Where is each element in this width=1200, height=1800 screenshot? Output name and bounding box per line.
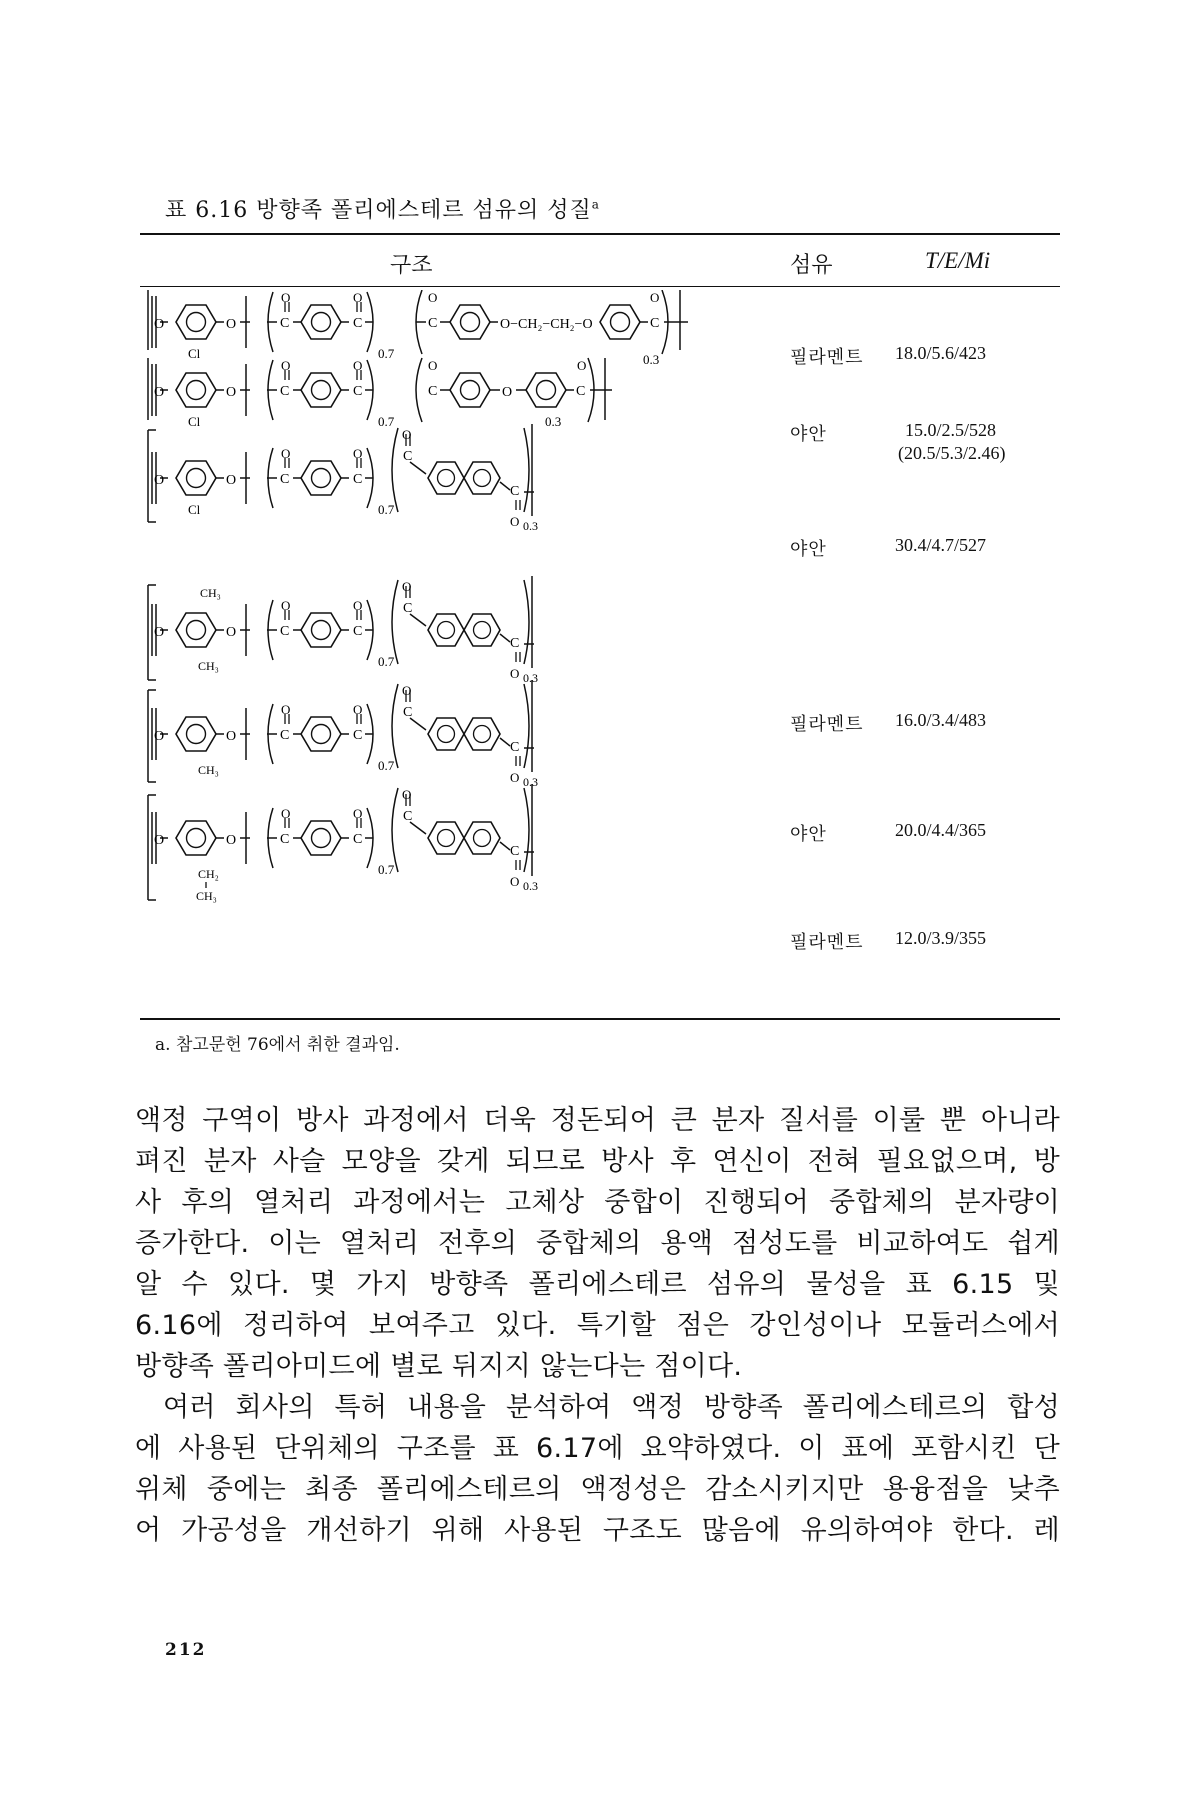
- chem-o: O: [353, 358, 363, 373]
- row-6-fiber: 필라멘트: [790, 932, 864, 952]
- chem-cl: Cl: [188, 502, 201, 517]
- chem-c: C: [403, 449, 413, 464]
- chemical-structures: [140, 290, 780, 1020]
- table-bottom-rule: [140, 1018, 1060, 1020]
- chem-c: C: [576, 384, 586, 399]
- chem-o: O: [402, 427, 412, 442]
- chem-o: O: [154, 385, 165, 400]
- structure-row-3: [148, 424, 538, 533]
- chem-subscript: 0.7: [378, 862, 395, 877]
- chem-cl: Cl: [188, 346, 201, 361]
- table-caption: 표 6.16 방향족 폴리에스테르 섬유의 성질$^a$: [165, 197, 600, 223]
- chem-o: O: [650, 290, 660, 305]
- structure-row-2: [148, 358, 612, 429]
- chem-methyl: CH₃: [200, 586, 221, 600]
- row-2-props-alt: (20.5/5.3/2.46): [898, 443, 1006, 463]
- text-line: 어 가공성을 개선하기 위해 사용된 구조도 많음에 유의하여야 한다. 레: [135, 1515, 1060, 1546]
- chem-c: C: [353, 832, 363, 847]
- structure-row-4: [148, 576, 538, 685]
- chem-c: C: [428, 316, 438, 331]
- chem-c: C: [428, 384, 438, 399]
- row-3-fiber: 야안: [790, 539, 827, 559]
- row-5-props: 20.0/4.4/365: [895, 820, 987, 840]
- chem-subscript: 0.7: [378, 758, 395, 773]
- chem-subscript: 0.7: [378, 654, 395, 669]
- chem-o: O: [353, 290, 363, 305]
- chem-o: O: [428, 358, 438, 373]
- row-4-props: 16.0/3.4/483: [895, 710, 987, 730]
- body-paragraph-1: [135, 1100, 1060, 1387]
- chem-o: O: [281, 702, 291, 717]
- chem-linker: O−CH₂−CH₂−O: [500, 317, 593, 332]
- caption-footnote-mark: a: [591, 197, 600, 212]
- body-paragraph-2: [135, 1387, 1060, 1551]
- header-structure: 구조: [390, 253, 433, 278]
- chem-methyl: CH₃: [198, 763, 219, 777]
- structure-row-5: [148, 680, 538, 789]
- chem-o: O: [510, 514, 520, 529]
- text-line: 6.16에 정리하여 보여주고 있다. 특기할 점은 강인성이나 모듈러스에서: [135, 1310, 1060, 1341]
- chem-c: C: [353, 472, 363, 487]
- chem-subscript: 0.3: [523, 879, 538, 893]
- chem-o: O: [154, 625, 165, 640]
- header-fiber: 섬유: [790, 253, 833, 278]
- chem-o: O: [510, 666, 520, 681]
- chem-o: O: [281, 446, 291, 461]
- text-line: 위체 중에는 최종 폴리에스테르의 액정성은 감소시키지만 용융점을 낮추: [135, 1474, 1060, 1505]
- chem-subscript: 0.3: [523, 671, 538, 685]
- row-4-fiber: 필라멘트: [790, 714, 864, 734]
- chem-c: C: [280, 384, 290, 399]
- chem-c: C: [650, 316, 660, 331]
- text-line: 증가한다. 이는 열처리 전후의 중합체의 용액 점성도를 비교하여도 쉽게: [135, 1228, 1060, 1259]
- table-footnote: a. 참고문헌 76에서 취한 결과임.: [155, 1035, 400, 1055]
- chem-o: O: [428, 290, 438, 305]
- chem-c: C: [280, 316, 290, 331]
- chem-subscript: 0.7: [378, 414, 395, 429]
- chem-c: C: [280, 728, 290, 743]
- chem-o: O: [226, 625, 237, 640]
- chem-c: C: [510, 484, 520, 499]
- chem-o: O: [154, 317, 165, 332]
- chem-c: C: [403, 705, 413, 720]
- chem-c: C: [510, 636, 520, 651]
- table-header-rule: [140, 286, 1060, 287]
- chem-c: C: [353, 728, 363, 743]
- chem-methyl: CH₃: [198, 659, 219, 673]
- chem-o: O: [226, 729, 237, 744]
- chem-c: C: [403, 809, 413, 824]
- chem-c: C: [510, 740, 520, 755]
- text-line: 액정 구역이 방사 과정에서 더욱 정돈되어 큰 분자 질서를 이룰 뿐 아니라: [135, 1105, 1060, 1136]
- chem-c: C: [280, 472, 290, 487]
- chem-o: O: [281, 358, 291, 373]
- chem-cl: Cl: [188, 414, 201, 429]
- chem-o: O: [281, 598, 291, 613]
- chem-o: O: [502, 385, 513, 400]
- structure-row-6: [148, 784, 538, 903]
- chem-subscript: 0.7: [378, 502, 395, 517]
- chem-o: O: [510, 770, 520, 785]
- row-3-props: 30.4/4.7/527: [895, 535, 987, 555]
- chem-methylene: CH₂: [198, 867, 219, 881]
- chem-c: C: [403, 601, 413, 616]
- row-1-fiber: 필라멘트: [790, 347, 864, 367]
- chem-o: O: [353, 598, 363, 613]
- chem-o: O: [577, 358, 587, 373]
- chem-c: C: [510, 844, 520, 859]
- row-1-props: 18.0/5.6/423: [895, 343, 987, 363]
- text-line: 알 수 있다. 몇 가지 방향족 폴리에스테르 섬유의 물성을 표 6.15 및: [135, 1269, 1060, 1300]
- chem-o: O: [402, 787, 412, 802]
- row-5-fiber: 야안: [790, 824, 827, 844]
- chem-o: O: [510, 874, 520, 889]
- text-line: 에 사용된 단위체의 구조를 표 6.17에 요약하였다. 이 표에 포함시킨 단: [135, 1433, 1060, 1464]
- chem-methyl: CH₃: [196, 889, 217, 903]
- text-line: 펴진 분자 사슬 모양을 갖게 되므로 방사 후 연신이 전혀 필요없으며, 방: [135, 1146, 1060, 1177]
- chem-o: O: [154, 729, 165, 744]
- chem-subscript: 0.3: [523, 775, 538, 789]
- chem-o: O: [226, 317, 237, 332]
- chem-subscript: 0.3: [545, 414, 562, 429]
- chem-o: O: [154, 833, 165, 848]
- row-2-fiber: 야안: [790, 424, 827, 444]
- chem-c: C: [353, 384, 363, 399]
- chem-o: O: [353, 446, 363, 461]
- row-6-props: 12.0/3.9/355: [895, 928, 987, 948]
- chem-c: C: [353, 316, 363, 331]
- chem-c: C: [280, 624, 290, 639]
- chem-o: O: [226, 385, 237, 400]
- page-number: 212: [165, 1640, 207, 1660]
- text-line: 방향족 폴리아미드에 별로 뒤지지 않는다는 점이다.: [135, 1351, 743, 1382]
- chem-o: O: [353, 702, 363, 717]
- chem-subscript: 0.7: [378, 346, 395, 361]
- chem-subscript: 0.3: [643, 352, 660, 367]
- structure-row-1: [148, 290, 688, 367]
- chem-o: O: [281, 290, 291, 305]
- chem-o: O: [226, 473, 237, 488]
- chem-subscript: 0.3: [523, 519, 538, 533]
- chem-o: O: [226, 833, 237, 848]
- chem-o: O: [402, 579, 412, 594]
- chem-o: O: [353, 806, 363, 821]
- text-line: 여러 회사의 특허 내용을 분석하여 액정 방향족 폴리에스테르의 합성: [163, 1392, 1060, 1423]
- chem-o: O: [402, 683, 412, 698]
- row-2-props: 15.0/2.5/528: [905, 420, 997, 440]
- text-line: 사 후의 열처리 과정에서는 고체상 중합이 진행되어 중합체의 분자량이: [135, 1187, 1060, 1218]
- chem-o: O: [154, 473, 165, 488]
- chem-c: C: [353, 624, 363, 639]
- chem-c: C: [280, 832, 290, 847]
- chem-o: O: [281, 806, 291, 821]
- header-properties: T/E/Mi: [925, 248, 991, 273]
- table-top-rule: [140, 233, 1060, 235]
